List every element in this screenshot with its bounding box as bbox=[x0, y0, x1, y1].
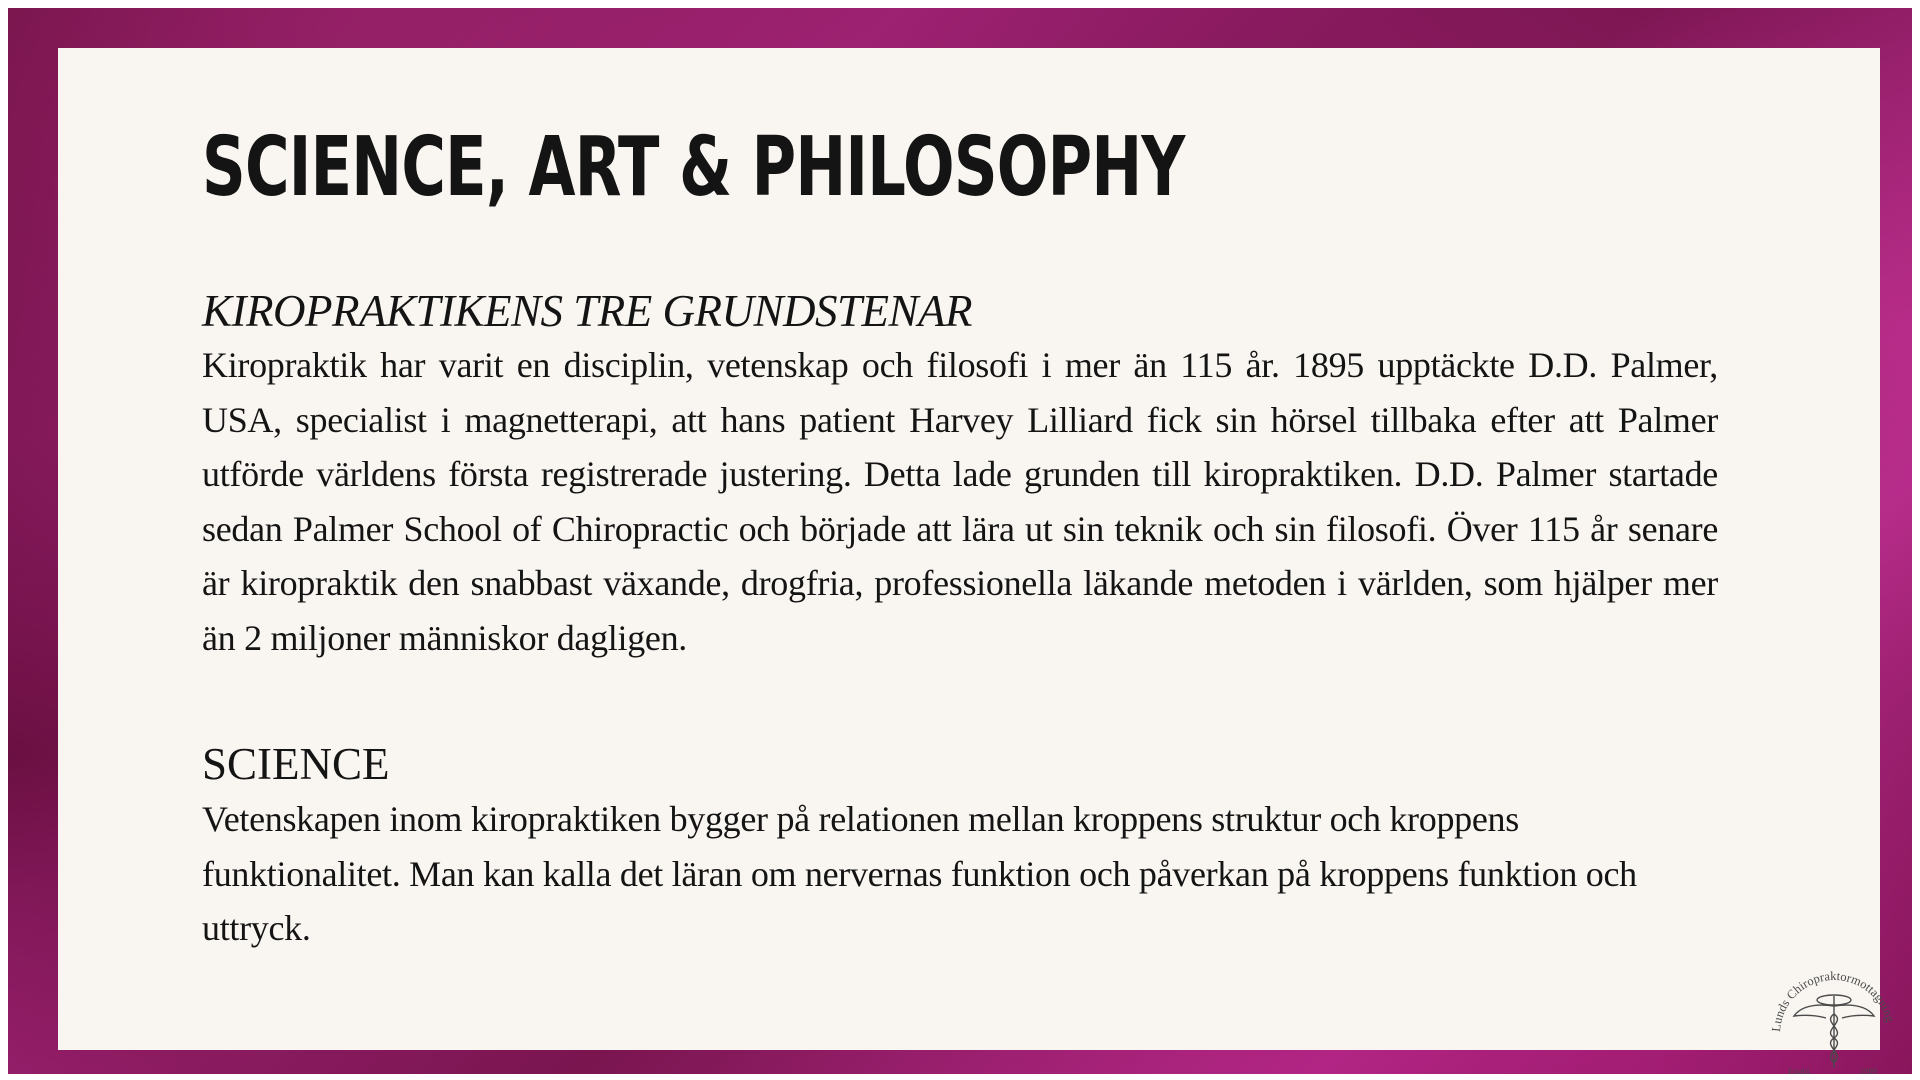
section-heading-science: SCIENCE bbox=[202, 739, 390, 789]
logo-year-text: 1989 bbox=[1860, 1066, 1877, 1076]
section-body-grundstenar: Kiropraktik har varit en disciplin, vetenskap och filosofi i mer än 115 år. 1895 upptäckte D.D. Palmer, USA, specialist i magnetterapi, att hans patient Harvey Lilliard fick sin hörsel tillbaka efter att Palmer utförde världens första registrerade justering. Detta lade grunden till kiropraktiken. D.D. Palmer startade sedan Palmer School of Chiropractic och började att lära ut sin teknik och sin filosofi. Över 115 år senare är kiropraktik den snabbast växande, drogfria, professionella läkande metoden i världen, som hjälper mer än 2 miljoner människor dagligen. bbox=[202, 345, 1718, 658]
slide-frame bbox=[8, 8, 1912, 1074]
section-body-science: Vetenskapen inom kiropraktiken bygger på relationen mellan kroppens struktur och kroppens funktionalitet. Man kan kalla det läran om nervernas funktion och påverkan på kroppens funktion och uttryck. bbox=[202, 799, 1637, 948]
section-science bbox=[202, 736, 1718, 956]
section-heading-grundstenar: KIROPRAKTIKENS TRE GRUNDSTENAR bbox=[202, 286, 972, 336]
logo-estab-text: Establ. bbox=[1788, 1066, 1812, 1076]
logo-arc-text: Lunds Chiropraktormottagning bbox=[1768, 968, 1898, 1033]
section-grundstenar bbox=[202, 284, 1718, 665]
slide-title: SCIENCE, ART & PHILOSOPHY bbox=[202, 120, 1185, 215]
slide-canvas bbox=[58, 48, 1898, 1076]
clinic-logo bbox=[1754, 956, 1914, 1080]
caduceus-icon bbox=[1794, 995, 1874, 1068]
